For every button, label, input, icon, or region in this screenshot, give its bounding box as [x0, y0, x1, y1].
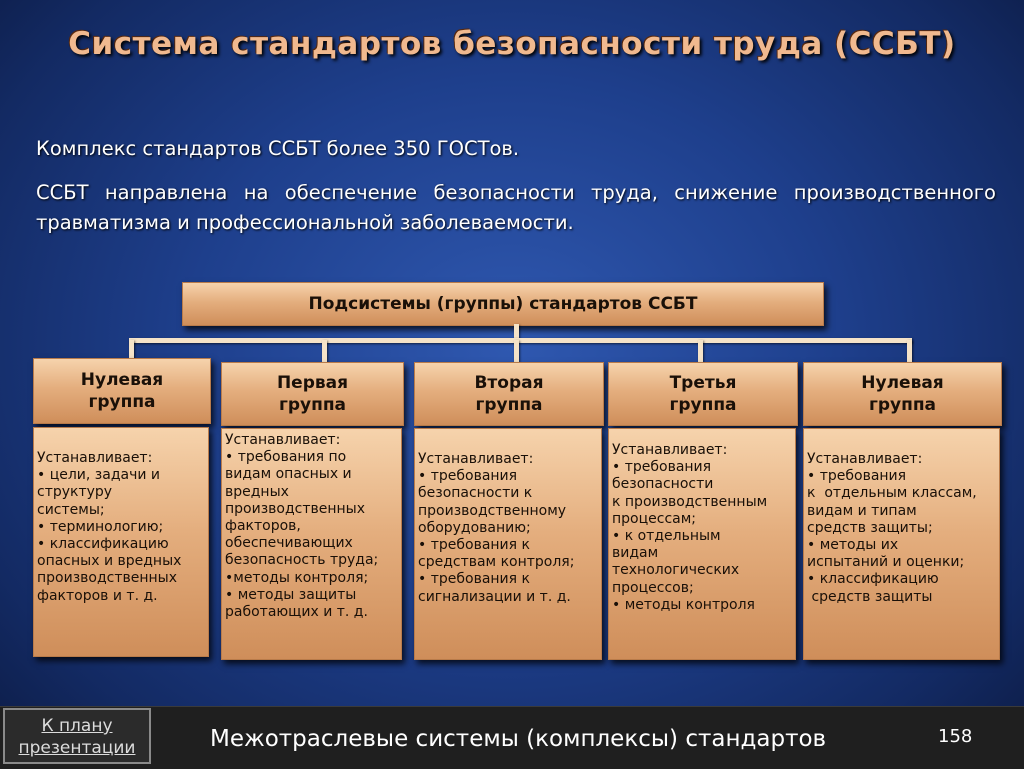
group-body-line: Устанавливает:	[225, 432, 341, 448]
group-body-line: • требования	[807, 468, 907, 485]
group-body-line: • требования к	[418, 571, 530, 588]
group-body-line: работающих и т. д.	[225, 604, 368, 621]
group-body-line: оборудованию;	[418, 519, 531, 536]
group-body-line: Устанавливает:	[807, 451, 923, 467]
group-body-line: структуру	[37, 484, 113, 501]
group-body-line: видам опасных и	[225, 466, 352, 483]
back-to-plan-button[interactable]	[3, 708, 151, 764]
footer-title: Межотраслевые системы (комплексы) стандартов	[210, 726, 827, 752]
group-body-line: • требования	[612, 459, 712, 476]
connector-drop-1	[129, 340, 134, 360]
group-body-line: • терминологию;	[37, 518, 164, 535]
group-body-line: безопасности	[612, 476, 714, 493]
group-body-line: •методы контроля;	[225, 569, 369, 586]
group-body-line: Устанавливает:	[418, 451, 534, 467]
connector-drop-5	[907, 340, 912, 362]
group-body-line: сигнализации и т. д.	[418, 588, 571, 605]
plan-button-line[interactable]: К плану	[41, 716, 113, 736]
group-header-line: Вторая	[474, 373, 544, 393]
connector-drop-3	[514, 340, 519, 362]
group-body-line: технологических	[612, 562, 740, 579]
group-body-line: вредных	[225, 483, 289, 500]
connector-horizontal-bus	[129, 338, 912, 343]
group-body-line: Устанавливает:	[612, 442, 728, 458]
intro-line-gost-count: Комплекс стандартов ССБТ более 350 ГОСТов.	[36, 137, 520, 160]
group-body-line: • цели, задачи и	[37, 467, 160, 484]
group-body-line: Устанавливает:	[37, 450, 153, 466]
group-body-line: средствам контроля;	[418, 554, 575, 571]
group-body-line: • требования	[418, 468, 518, 485]
group-body-line: к отдельным классам,	[807, 485, 977, 502]
group-body-line: процессов;	[612, 579, 694, 596]
group-body-line: средств защиты	[807, 588, 933, 605]
group-body-line: видам и типам	[807, 502, 917, 519]
group-body-line: • требования по	[225, 449, 347, 466]
connector-drop-2	[322, 340, 327, 362]
group-zero-header	[33, 358, 211, 424]
group-third-header	[608, 362, 798, 426]
group-first-body	[221, 428, 402, 660]
group-header-line: группа	[278, 395, 347, 415]
group-first-header	[221, 362, 404, 426]
group-body-line: факторов и т. д.	[37, 587, 158, 604]
group-body-line: • классификацию	[807, 571, 939, 588]
group-header-line: Третья	[669, 373, 737, 393]
group-zero-protection-header	[803, 362, 1002, 426]
group-body-line: • методы защиты	[225, 586, 357, 603]
group-header-line: группа	[475, 395, 543, 415]
group-body-line: к производственным	[612, 493, 768, 510]
group-zero-body	[33, 427, 209, 657]
slide-title: Система стандартов безопасности труда (ССБТ)	[68, 26, 956, 62]
group-body-line: процессам;	[612, 510, 696, 527]
group-body-line: системы;	[37, 501, 105, 518]
group-body-line: испытаний и оценки;	[807, 554, 965, 571]
group-header-line: Нулевая	[80, 370, 164, 390]
group-header-line: группа	[88, 392, 156, 412]
group-body-line: безопасность труда;	[225, 552, 379, 569]
group-body-line: производственных	[37, 570, 178, 587]
group-body-line: безопасности к	[418, 485, 533, 502]
group-body-line: • классификацию	[37, 536, 169, 553]
connector-drop-4	[698, 340, 703, 362]
group-third-body	[608, 428, 796, 660]
group-body-line: средств защиты;	[807, 519, 933, 536]
group-body-line: факторов,	[225, 518, 301, 535]
group-body-line: • к отдельным	[612, 528, 721, 545]
group-header-line: Первая	[276, 373, 349, 393]
page-number: 158	[938, 726, 973, 747]
group-body-line: видам	[612, 545, 659, 562]
group-body-line: производственных	[225, 500, 366, 517]
group-body-line: производственному	[418, 502, 567, 519]
intro-line-purpose: ССБТ направлена на обеспечение безопасности труда, снижение производственного травматизма и профессиональной заболеваемости.	[36, 181, 996, 234]
group-body-line: опасных и вредных	[37, 553, 182, 570]
group-header-line: Нулевая	[861, 373, 944, 393]
group-body-line: обеспечивающих	[225, 535, 353, 552]
group-header-line: группа	[868, 395, 937, 415]
group-second-header	[414, 362, 604, 426]
group-second-body	[414, 428, 602, 660]
group-zero-protection-body	[803, 428, 1000, 660]
diagram-root-node: Подсистемы (группы) стандартов ССБТ	[182, 282, 824, 326]
group-body-line: • методы контроля	[612, 596, 755, 613]
group-header-line: группа	[669, 395, 737, 415]
group-body-line: • требования к	[418, 537, 530, 554]
plan-button-line[interactable]: презентации	[18, 738, 136, 758]
group-body-line: • методы их	[807, 537, 899, 554]
